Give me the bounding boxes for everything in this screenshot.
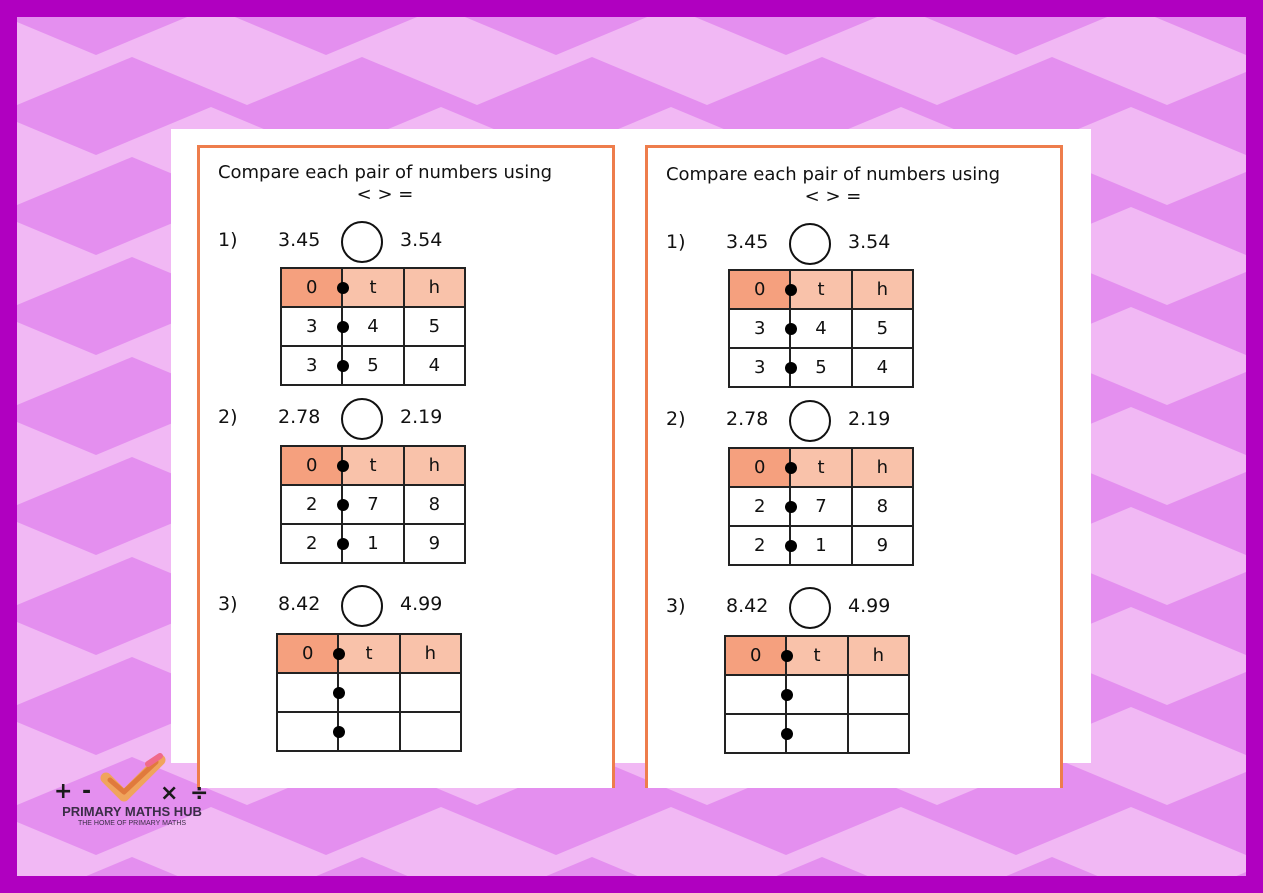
cell-ones: 3 <box>753 318 766 339</box>
header-hundredths: h <box>851 449 912 486</box>
cell-hundredths: 4 <box>403 347 464 384</box>
table-row <box>726 674 908 713</box>
table-header-row <box>282 269 464 306</box>
divide-icon <box>190 781 208 804</box>
cell-tenths: 7 <box>341 486 402 523</box>
header-tenths: t <box>789 449 850 486</box>
cell-hundredths[interactable] <box>847 676 908 713</box>
header-hundredths: h <box>399 635 460 672</box>
multiply-icon <box>160 781 178 804</box>
answer-circle[interactable] <box>341 398 383 440</box>
table-row <box>278 711 460 750</box>
number-b: 3.54 <box>848 231 891 253</box>
header-tenths: t <box>785 637 846 674</box>
decimal-point <box>333 687 345 699</box>
number-a: 3.45 <box>278 229 321 251</box>
cell-tenths[interactable] <box>785 676 846 713</box>
cell-hundredths: 4 <box>851 349 912 386</box>
instruction-symbols: < > = <box>356 184 414 205</box>
place-value-table-3 <box>724 635 910 754</box>
decimal-point <box>337 360 349 372</box>
cell-tenths: 1 <box>341 525 402 562</box>
cell-tenths: 4 <box>789 310 850 347</box>
table-header-row <box>730 271 912 308</box>
decimal-point <box>337 282 349 294</box>
table-row <box>282 523 464 562</box>
cell-hundredths: 9 <box>851 527 912 564</box>
cell-ones: 2 <box>753 535 766 556</box>
answer-circle[interactable] <box>341 585 383 627</box>
table-row <box>726 713 908 752</box>
cell-ones: 2 <box>305 533 318 554</box>
logo-name: PRIMARY MATHS HUB <box>62 804 202 819</box>
decimal-point <box>785 362 797 374</box>
header-ones: 0 <box>730 449 789 486</box>
table-row <box>730 486 912 525</box>
table-row <box>282 484 464 523</box>
cell-hundredths: 8 <box>403 486 464 523</box>
cell-tenths: 7 <box>789 488 850 525</box>
checkmark-icon <box>106 756 160 796</box>
cell-ones: 3 <box>753 357 766 378</box>
question-number: 2) <box>666 408 686 430</box>
logo-tagline: THE HOME OF PRIMARY MATHS <box>77 820 187 827</box>
number-b: 2.19 <box>848 408 891 430</box>
header-tenths: t <box>337 635 398 672</box>
cell-ones: 2 <box>753 496 766 517</box>
question-number: 3) <box>666 595 686 617</box>
header-hundredths: h <box>403 447 464 484</box>
decimal-point <box>333 726 345 738</box>
header-tenths: t <box>789 271 850 308</box>
answer-circle[interactable] <box>789 223 831 265</box>
table-header-row <box>730 449 912 486</box>
instruction-line-1: Compare each pair of numbers using <box>217 162 553 183</box>
decimal-point <box>785 284 797 296</box>
answer-circle[interactable] <box>341 221 383 263</box>
table-row <box>730 525 912 564</box>
decimal-point <box>337 499 349 511</box>
decimal-point <box>781 650 793 662</box>
number-a: 2.78 <box>278 406 321 428</box>
worksheet-card-right <box>645 145 1063 788</box>
place-value-table-3 <box>276 633 462 752</box>
place-value-table-2 <box>280 445 466 564</box>
decimal-point <box>785 323 797 335</box>
header-hundredths: h <box>851 271 912 308</box>
cell-hundredths[interactable] <box>399 674 460 711</box>
question-number: 2) <box>218 406 238 428</box>
cell-tenths[interactable] <box>785 715 846 752</box>
decimal-point <box>785 501 797 513</box>
number-b: 4.99 <box>400 593 443 615</box>
cell-hundredths: 8 <box>851 488 912 525</box>
header-ones: 0 <box>278 635 337 672</box>
cell-ones: 3 <box>305 316 318 337</box>
cell-tenths: 4 <box>341 308 402 345</box>
place-value-table-1 <box>728 269 914 388</box>
number-b: 4.99 <box>848 595 891 617</box>
number-a: 3.45 <box>726 231 769 253</box>
table-row <box>282 345 464 384</box>
cell-tenths: 5 <box>789 349 850 386</box>
cell-ones[interactable] <box>278 713 337 750</box>
decimal-point <box>333 648 345 660</box>
instruction-symbols: < > = <box>804 186 862 207</box>
cell-ones[interactable] <box>726 715 785 752</box>
answer-circle[interactable] <box>789 400 831 442</box>
cell-ones[interactable] <box>726 676 785 713</box>
cell-hundredths: 5 <box>851 310 912 347</box>
decimal-point <box>781 689 793 701</box>
table-header-row <box>726 637 908 674</box>
svg-text:÷: ÷ <box>190 781 209 804</box>
question-number: 1) <box>218 229 238 251</box>
table-row <box>278 672 460 711</box>
svg-text:+: + <box>54 779 73 804</box>
decimal-point <box>785 540 797 552</box>
instruction-line-1: Compare each pair of numbers using <box>665 164 1001 185</box>
minus-icon <box>82 779 91 804</box>
table-row <box>730 347 912 386</box>
plus-icon <box>54 779 72 804</box>
question-number: 3) <box>218 593 238 615</box>
cell-tenths[interactable] <box>337 674 398 711</box>
number-b: 2.19 <box>400 406 443 428</box>
primary-maths-hub-logo <box>44 752 224 832</box>
decimal-point <box>337 460 349 472</box>
table-header-row <box>278 635 460 672</box>
instruction <box>648 164 1018 208</box>
svg-text:-: - <box>82 779 92 804</box>
cell-hundredths: 5 <box>403 308 464 345</box>
header-tenths: t <box>341 269 402 306</box>
worksheet-card-left <box>197 145 615 788</box>
place-value-table-2 <box>728 447 914 566</box>
cell-tenths[interactable] <box>337 713 398 750</box>
decimal-point <box>337 321 349 333</box>
cell-hundredths[interactable] <box>847 715 908 752</box>
place-value-table-1 <box>280 267 466 386</box>
decimal-point <box>337 538 349 550</box>
instruction <box>200 162 570 206</box>
number-a: 2.78 <box>726 408 769 430</box>
table-row <box>282 306 464 345</box>
header-hundredths: h <box>847 637 908 674</box>
header-ones: 0 <box>726 637 785 674</box>
header-tenths: t <box>341 447 402 484</box>
table-row <box>730 308 912 347</box>
number-a: 8.42 <box>726 595 769 617</box>
cell-tenths: 5 <box>341 347 402 384</box>
cell-ones: 3 <box>305 355 318 376</box>
cell-ones[interactable] <box>278 674 337 711</box>
cell-ones: 2 <box>305 494 318 515</box>
header-ones: 0 <box>282 447 341 484</box>
question-number: 1) <box>666 231 686 253</box>
header-ones: 0 <box>282 269 341 306</box>
answer-circle[interactable] <box>789 587 831 629</box>
cell-hundredths: 9 <box>403 525 464 562</box>
table-header-row <box>282 447 464 484</box>
cell-tenths: 1 <box>789 527 850 564</box>
cell-hundredths[interactable] <box>399 713 460 750</box>
number-a: 8.42 <box>278 593 321 615</box>
decimal-point <box>781 728 793 740</box>
number-b: 3.54 <box>400 229 443 251</box>
header-hundredths: h <box>403 269 464 306</box>
svg-text:×: × <box>160 781 179 804</box>
worksheet-preview <box>171 129 1091 763</box>
header-ones: 0 <box>730 271 789 308</box>
decimal-point <box>785 462 797 474</box>
